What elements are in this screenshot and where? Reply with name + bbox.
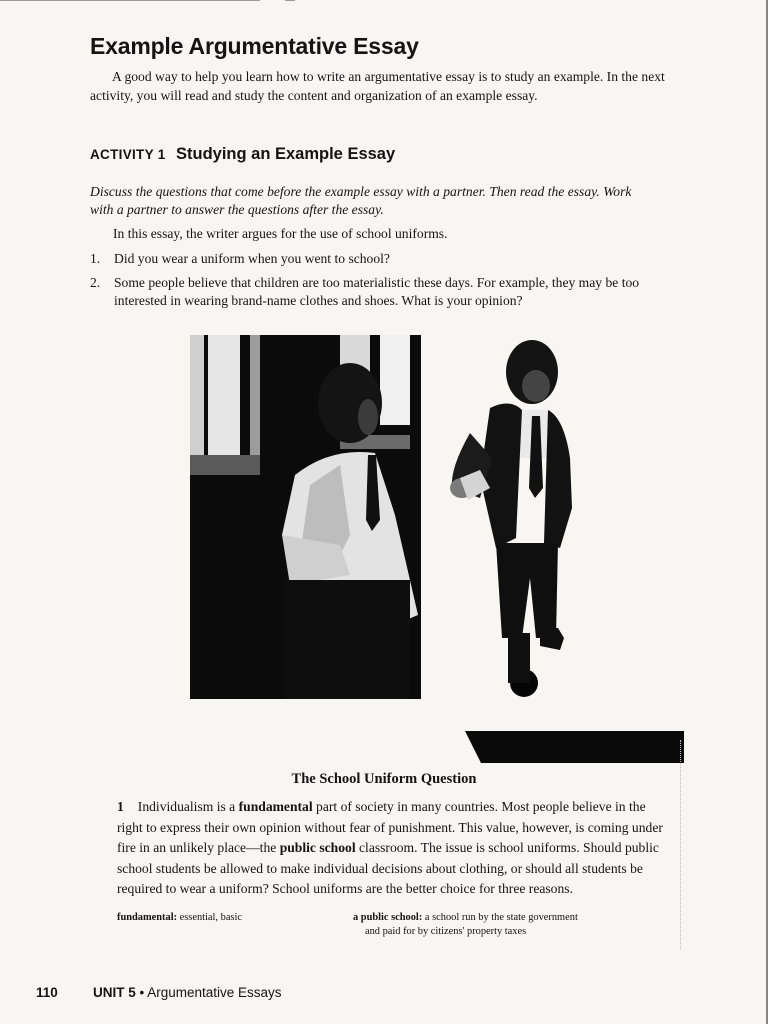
photo-student-boy-image bbox=[440, 338, 580, 703]
activity-heading bbox=[90, 145, 395, 164]
essay-text-run: classroom. The issue is school uniforms. Should public school students be allowed to make individual decisions about clothing, or should all students be required to wear a uniform? School uniforms are the better choice for three reasons. bbox=[117, 840, 659, 896]
question-item bbox=[90, 274, 680, 310]
essay-paragraph-1 bbox=[117, 797, 665, 900]
question-number: 1. bbox=[90, 251, 101, 266]
question-item bbox=[90, 250, 680, 268]
question-text: Did you wear a uniform when you went to school? bbox=[114, 251, 390, 266]
essay-text-run: Individualism is a bbox=[137, 799, 239, 814]
footer-separator: • bbox=[135, 985, 148, 1000]
essay-banner-bar bbox=[465, 731, 684, 763]
activity-instructions: Discuss the questions that come before the example essay with a partner. Then read the essay. Work with a partner to answer the questions after the essay. bbox=[90, 184, 632, 217]
glossary-term: a public school: bbox=[353, 912, 423, 923]
question-text: Some people believe that children are too materialistic these days. For example, they may be too interested in wearing brand-name clothes and shoes. What is your opinion? bbox=[114, 275, 640, 308]
glossary-definition: essential, basic bbox=[177, 912, 242, 923]
essay-term-fundamental: fundamental bbox=[238, 799, 313, 814]
activity-label: ACTIVITY 1 bbox=[90, 147, 166, 162]
unit-title: Argumentative Essays bbox=[147, 985, 282, 1000]
photo-student-boy bbox=[440, 338, 580, 703]
photo-student-girl bbox=[190, 335, 421, 699]
essay-term-public-school: public school bbox=[279, 840, 356, 855]
activity-title: Studying an Example Essay bbox=[175, 145, 396, 163]
glossary-definition: a school run by the state government bbox=[422, 912, 578, 923]
top-tick bbox=[285, 0, 295, 1]
glossary-entry-public-school bbox=[353, 911, 673, 939]
glossary-entry-fundamental bbox=[117, 911, 337, 925]
essay-text-run: part of society in many countries. Most people believe in the right to express their own opinion without fear of punishment. This value, however, is coming under fire in an unlikely place—the bbox=[117, 799, 663, 855]
page-title: Example Argumentative Essay bbox=[90, 33, 419, 59]
glossary-term: fundamental: bbox=[117, 912, 178, 923]
page-number: 110 bbox=[36, 985, 58, 1000]
photo-student-girl-image bbox=[190, 335, 421, 699]
page-footer bbox=[36, 985, 282, 1000]
intro-paragraph: A good way to help you learn how to write an argumentative essay is to study an example. In the next activity, you will read and study the content and organization of an example essay. bbox=[90, 69, 665, 103]
top-rule bbox=[0, 0, 260, 1]
question-list bbox=[90, 250, 680, 316]
paragraph-number: 1 bbox=[117, 799, 124, 814]
glossary-definition-continued: and paid for by citizens' property taxes bbox=[365, 926, 527, 937]
question-number: 2. bbox=[90, 275, 101, 290]
unit-label: UNIT 5 bbox=[93, 985, 136, 1000]
activity-lead: In this essay, the writer argues for the use of school uniforms. bbox=[113, 226, 448, 241]
essay-title: The School Uniform Question bbox=[291, 771, 477, 787]
